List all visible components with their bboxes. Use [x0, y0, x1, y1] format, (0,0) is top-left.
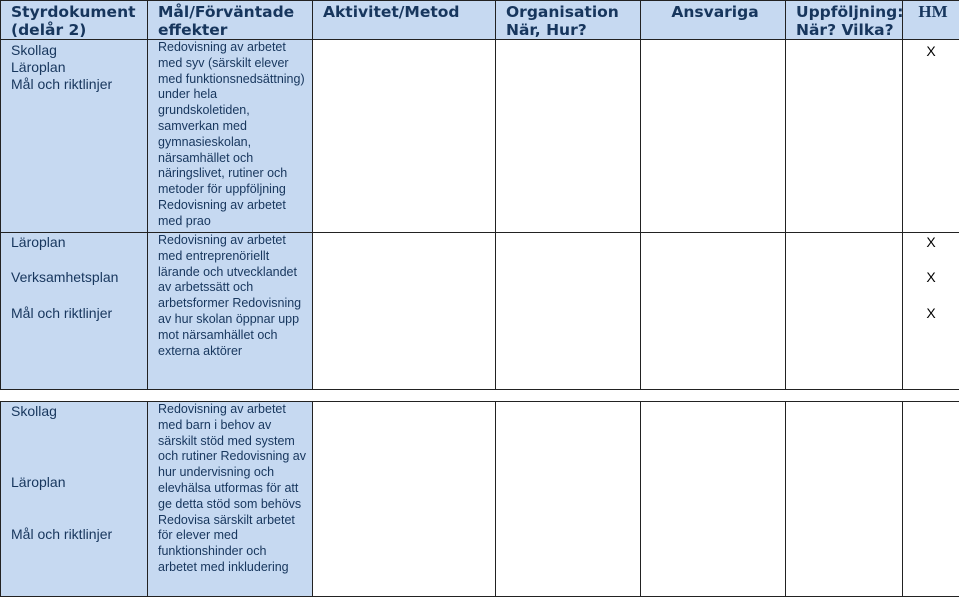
styrdokument-cell — [1, 40, 148, 233]
doc-label: Läroplan — [11, 473, 143, 491]
hm-cell — [903, 233, 959, 390]
uppfoljning-cell — [786, 40, 903, 233]
uppfoljning-cell — [786, 402, 903, 597]
hm-mark: X — [903, 233, 959, 251]
header-styrdokument: Styrdokument (delår 2) — [1, 1, 148, 40]
header-uppfoljning: Uppföljning: När? Vilka? — [786, 1, 903, 40]
uppfoljning-cell — [786, 233, 903, 390]
doc-label: Läroplan — [11, 59, 143, 76]
doc-label: Mål och riktlinjer — [11, 525, 143, 543]
hm-mark: X — [903, 43, 959, 59]
organisation-cell — [496, 40, 641, 233]
organisation-cell — [496, 402, 641, 597]
effects-cell: Redovisning av arbetet med barn i behov av särskilt stöd med system och rutiner Redovisning av hur undervisning och elevhälsa utformas för att ge detta stöd som behövs Redovisa särskilt arbetet för elever med funktionshinder och arbetet med inkludering — [148, 402, 313, 597]
header-organisation: Organisation När, Hur? — [496, 1, 641, 40]
table-row — [1, 402, 959, 597]
doc-label: Verksamhetsplan — [11, 268, 143, 286]
hm-cell — [903, 402, 959, 597]
hm-mark: X — [903, 304, 959, 322]
aktivitet-cell — [313, 40, 496, 233]
header-row — [1, 1, 959, 40]
table-gap — [1, 390, 959, 402]
gap-cell — [1, 390, 959, 402]
hm-mark: X — [903, 268, 959, 286]
ansvariga-cell — [641, 40, 786, 233]
effects-cell: Redovisning av arbetet med syv (särskilt elever med funktionsnedsättning) under hela grundskoletiden, samverkan med gymnasieskolan, närsamhället och näringslivet, rutiner och metoder för uppföljning Redovisning av arbetet med prao — [148, 40, 313, 233]
aktivitet-cell — [313, 402, 496, 597]
hm-cell — [903, 40, 959, 233]
styrdokument-cell — [1, 402, 148, 597]
effects-cell: Redovisning av arbetet med entreprenöriellt lärande och utvecklandet av arbetssätt och arbetsformer Redovisning av hur skolan öppnar upp mot närsamhället och externa aktörer — [148, 233, 313, 390]
table-row — [1, 233, 959, 390]
ansvariga-cell — [641, 402, 786, 597]
doc-label: Skollag — [11, 42, 143, 59]
doc-label: Skollag — [11, 402, 143, 420]
doc-label: Mål och riktlinjer — [11, 76, 143, 93]
header-ansvariga: Ansvariga — [641, 1, 786, 40]
doc-label: Mål och riktlinjer — [11, 304, 143, 322]
header-aktivitet: Aktivitet/Metod — [313, 1, 496, 40]
aktivitet-cell — [313, 233, 496, 390]
styrdokument-cell — [1, 233, 148, 390]
ansvariga-cell — [641, 233, 786, 390]
organisation-cell — [496, 233, 641, 390]
header-mal: Mål/Förväntade effekter — [148, 1, 313, 40]
header-hm: HM — [903, 1, 959, 40]
table-row — [1, 40, 959, 233]
doc-label: Läroplan — [11, 233, 143, 251]
